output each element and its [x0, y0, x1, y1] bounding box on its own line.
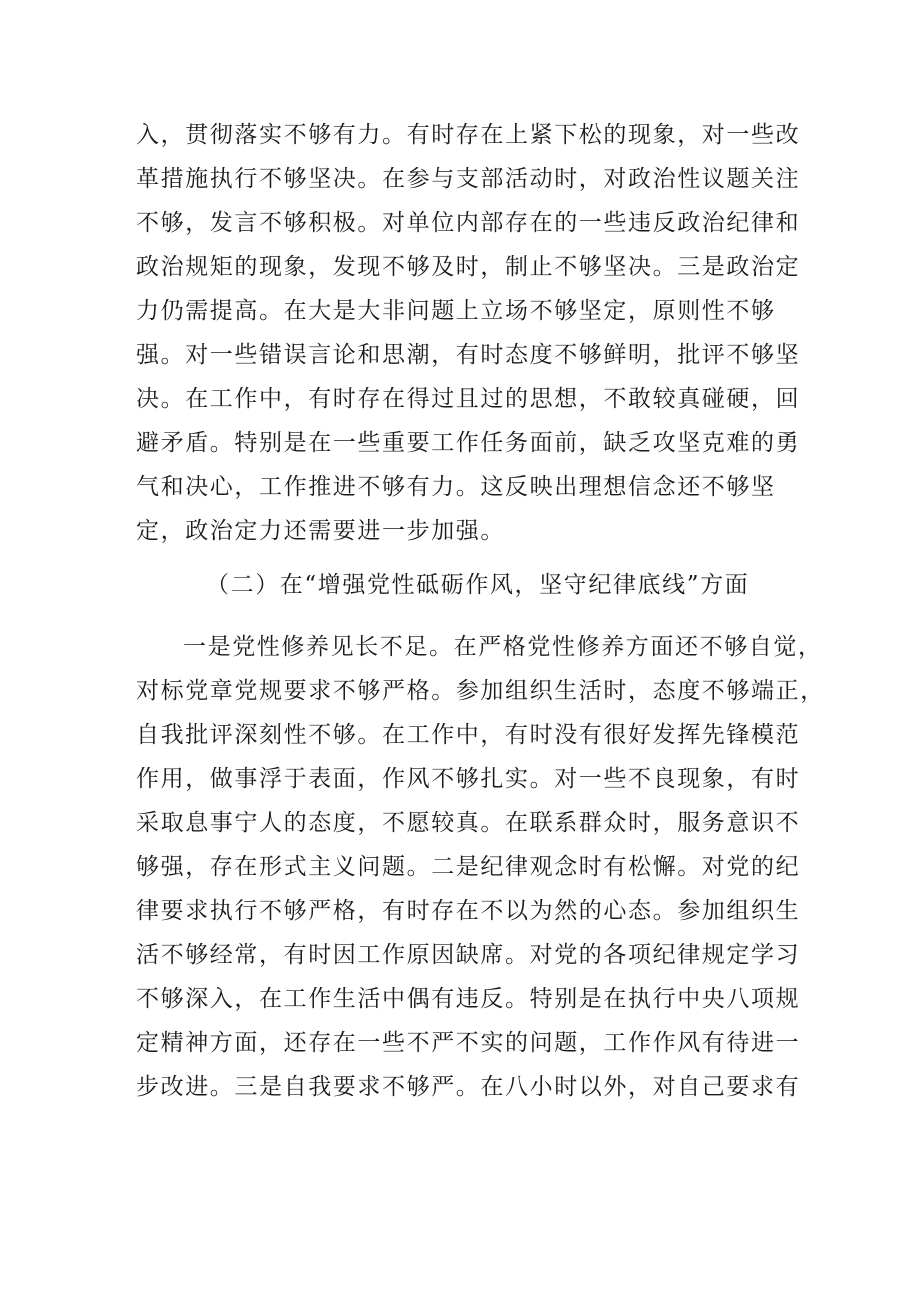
text-line: 政治规矩的现象，发现不够及时，制止不够坚决。三是政治定	[136, 254, 801, 280]
text-line: 入，贯彻落实不够有力。有时存在上紧下松的现象，对一些改	[136, 122, 801, 148]
text-line: 自我批评深刻性不够。在工作中，有时没有很好发挥先锋模范	[136, 722, 801, 748]
text-line: 决。在工作中，有时存在得过且过的思想，不敢较真碰硬，回	[136, 386, 801, 412]
text-line: 作用，做事浮于表面，作风不够扎实。对一些不良现象，有时	[136, 766, 801, 792]
text-line: 采取息事宁人的态度，不愿较真。在联系群众时，服务意识不	[136, 810, 801, 836]
text-line: 革措施执行不够坚决。在参与支部活动时，对政治性议题关注	[136, 166, 801, 192]
text-line: 对标党章党规要求不够严格。参加组织生活时，态度不够端正，	[136, 678, 825, 704]
text-line: 活不够经常，有时因工作原因缺席。对党的各项纪律规定学习	[136, 942, 801, 968]
text-line: 步改进。三是自我要求不够严。在八小时以外，对自己要求有	[136, 1074, 801, 1100]
text-line: 够强，存在形式主义问题。二是纪律观念时有松懈。对党的纪	[136, 854, 801, 880]
text-line: 气和决心，工作推进不够有力。这反映出理想信念还不够坚	[136, 474, 776, 500]
section-heading: （二）在“增强党性砥砺作风，坚守纪律底线”方面	[206, 572, 750, 598]
text-line: 不够深入，在工作生活中偶有违反。特别是在执行中央八项规	[136, 986, 801, 1012]
text-line: 避矛盾。特别是在一些重要工作任务面前，缺乏攻坚克难的勇	[136, 430, 801, 456]
text-line: 强。对一些错误言论和思潮，有时态度不够鲜明，批评不够坚	[136, 342, 801, 368]
text-line: 不够，发言不够积极。对单位内部存在的一些违反政治纪律和	[136, 210, 801, 236]
text-line: 律要求执行不够严格，有时存在不以为然的心态。参加组织生	[136, 898, 801, 924]
text-line: 一是党性修养见长不足。在严格党性修养方面还不够自觉，	[183, 634, 823, 660]
text-line: 力仍需提高。在大是大非问题上立场不够坚定，原则性不够	[136, 298, 776, 324]
text-line: 定精神方面，还存在一些不严不实的问题，工作作风有待进一	[136, 1030, 801, 1056]
text-line: 定，政治定力还需要进一步加强。	[136, 518, 505, 544]
